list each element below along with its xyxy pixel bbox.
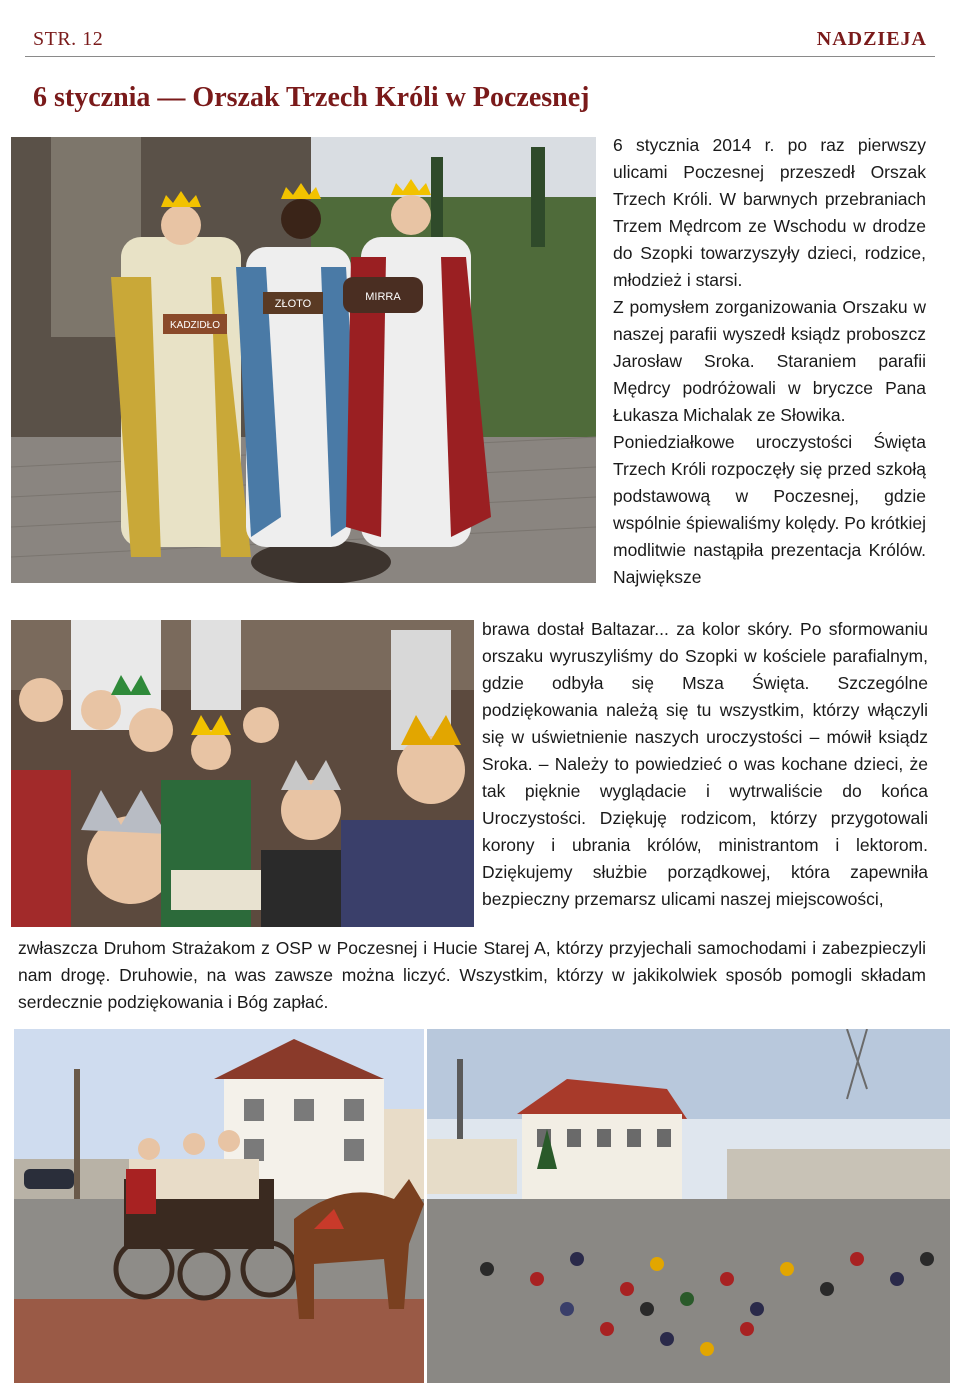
photo-children-crowns [11,620,474,927]
magazine-name: NADZIEJA [816,28,927,50]
paragraph-intro: 6 stycznia 2014 r. po raz pierwszy ulicami Poczesnej przeszedł Orszak Trzech Króli. W barwnych przebraniach Trzem Mędrcom ze Wschodu w drodze do Szopki towarzyszyły dzieci, rodzice, młodzież i starsi. [613,135,926,290]
article-column-mid [482,616,928,913]
paragraph-thanks: brawa dostał Baltazar... za kolor skóry. Po sformowaniu orszaku wyruszyliśmy do Szopki w kościele parafialnym, gdzie odbyła się Msza Święta. Szczególne podziękowania należą się tu wszystkim, którzy włączyli się w uświetnienie naszych uroczystości – mówił ksiądz Sroka. – Należy to powiedzieć o was kochane dzieci, że tak pięknie wyglądacie i wytrwaliście do końca Uroczystości. Dziękuję rodzicom, którzy przygotowali korony i ubrania królów, ministrantom i lektorom. Dziękujemy służbie porządkowej, która zapewniła bezpieczny przemarsz ulicami naszej miejscowości, [482,619,928,909]
photo-three-kings [11,137,596,583]
paragraph-ceremony: Poniedziałkowe uroczystości Święta Trzech Króli rozpoczęły się przed szkołą podstawową w Poczesnej, gdzie wspólnie śpiewaliśmy kolędy. Po krótkiej modlitwie nastąpiła prezentacja Królów. Największe [613,432,926,587]
photo-crowd-aerial [427,1029,950,1383]
box-label-zloto: ZŁOTO [274,298,312,310]
page-prefix-s: S [33,28,45,50]
paragraph-organizer: Z pomysłem zorganizowania Orszaku w naszej parafii wyszedł ksiądz proboszcz Jarosław Sroka. Staraniem parafii Mędrcy podróżowali w bryczce Pana Łukasza Michalak ze Słowika. [613,297,926,425]
article-column-full [18,935,926,1016]
photo-carriage [14,1029,424,1383]
box-label-mirra: MIRRA [365,291,401,303]
page-number-label [33,28,103,51]
paragraph-closing: zwłaszcza Druhom Strażakom z OSP w Poczesnej i Hucie Starej A, którzy przyjechali samochodami i zabezpieczyli nam drogę. Druhowie, na was zawsze można liczyć. Wszystkim, którzy w jakikolwiek sposób pomogli składam serdecznie podziękowania i Bóg zapłać. [18,938,926,1012]
box-label-kadzidlo: KADZIDŁO [169,320,221,331]
page-number: 12 [82,28,104,50]
article-title: 6 stycznia — Orszak Trzech Króli w Poczesnej [33,82,590,113]
page-prefix-rest: TR. [44,28,77,50]
article-column-right [613,132,926,591]
header-divider [25,56,935,57]
